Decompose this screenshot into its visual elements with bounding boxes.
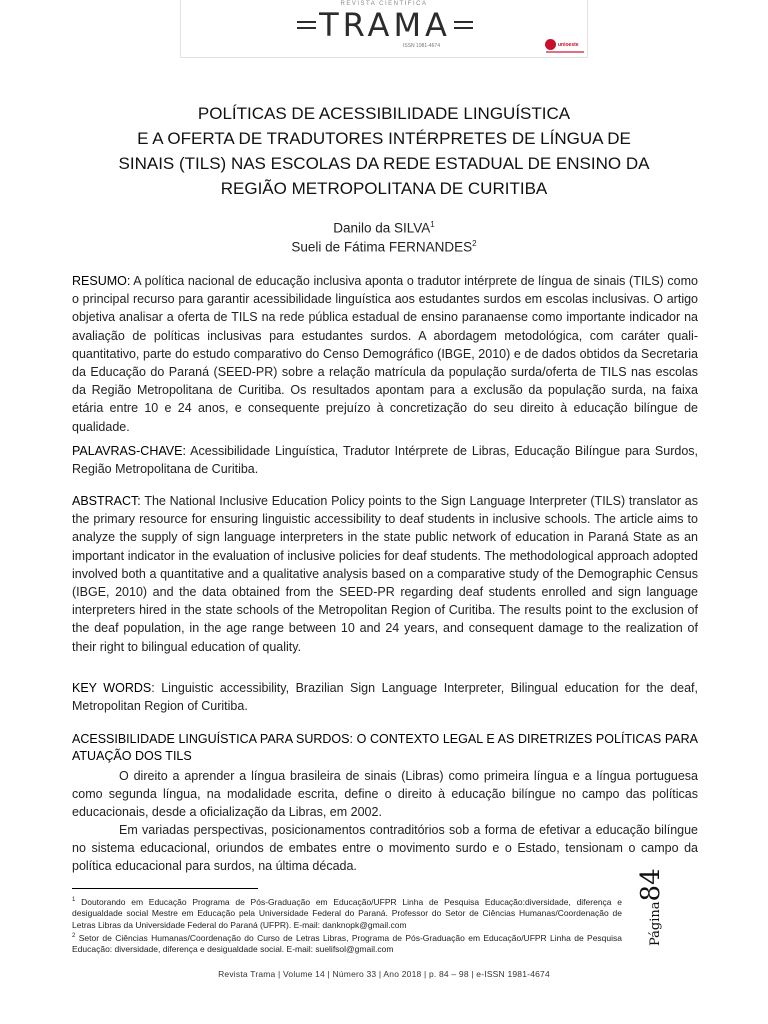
section-heading: ACESSIBILIDADE LINGUÍSTICA PARA SURDOS: O CONTEXTO LEGAL E AS DIRETRIZES POLÍTICAS PARA ATUAÇÃO DOS TILS <box>72 732 698 763</box>
footnote-mark: 1 <box>72 897 76 903</box>
journal-logo-text: TRAMA <box>319 6 451 44</box>
footnote-divider <box>72 888 258 889</box>
body-paragraph: O direito a aprender a língua brasileira de sinais (Libras) como primeira língua e a língua portuguesa como segunda língua, na modalidade escrita, define o direito à educação bilíngue no campo das políticas educacionais, desde a oficialização da Libras, em 2002. <box>72 769 698 820</box>
key-words-paragraph <box>72 679 698 715</box>
abstract-label: ABSTRACT: <box>72 494 141 508</box>
logo-bars-right <box>454 21 473 29</box>
publisher-logo-text: unioeste <box>558 42 579 48</box>
abstract-text: The National Inclusive Education Policy points to the Sign Language Interpreter (TILS) translator as the primary resource for ensuring linguistic accessibility to deaf students in inclusive schools. The article aims to analyze the supply of sign language interpreters in the state public network of education in Paraná State as an important indicator in the evaluation of inclusive policies for deaf students. The methodological approach adopted involved both a quantitative and a qualitative analysis based on a comparative study of the Demographic Census (IBGE, 2010) and the data obtained from the SEED-PR regarding deaf students enrolled and sign language interpreters hired in the state schools of the Metropolitan Region of Curitiba. The results point to the exclusion of the deaf population, in the age range between 10 and 24 years, and consequent damage to the realization of their right to bilingual education of quality. <box>72 494 698 654</box>
article-title-line: POLÍTICAS DE ACESSIBILIDADE LINGUÍSTICA <box>197 104 571 123</box>
resumo-paragraph <box>72 272 698 436</box>
logo-bars-left <box>297 21 316 29</box>
resumo-label: RESUMO: <box>72 274 131 288</box>
palavras-chave-paragraph <box>72 442 698 478</box>
author-footnote-mark: 2 <box>472 239 477 248</box>
page-word: Página <box>648 901 663 946</box>
key-words-text: : Linguistic accessibility, Brazilian Sign Language Interpreter, Bilingual education for the deaf, Metropolitan Region of Curitiba. <box>72 681 698 714</box>
palavras-chave-label: PALAVRAS-CHAVE: <box>72 444 186 458</box>
journal-logo <box>297 6 473 44</box>
author-name: Sueli de Fátima FERNANDES <box>291 239 473 255</box>
publisher-logo <box>545 39 585 55</box>
article-title-line: SINAIS (TILS) NAS ESCOLAS DA REDE ESTADUAL DE ENSINO DA <box>118 154 650 173</box>
author-footnote-mark: 1 <box>430 220 435 229</box>
footnote-2 <box>72 931 622 956</box>
journal-header <box>180 0 588 58</box>
key-words-label: KEY WORDS <box>72 681 152 695</box>
palavras-chave-text: Acessibilidade Linguística, Tradutor Intérprete de Libras, Educação Bilíngue para Surdos, Região Metropolitana de Curitiba. <box>72 444 698 477</box>
footnote-text: Doutorando em Educação Programa de Pós-Graduação em Educação/UFPR Linha de Pesquisa Educação:diversidade, diferença e desigualdade social Mestre em Educação pela Universidade Federal do Paraná. Professor do Setor de Ciências Humanas/Coordenação de Letras Libras da Universidade Federal do Paraná (UFPR). E-mail: danknopk@gmail.com <box>72 896 622 930</box>
footnote-text: Setor de Ciências Humanas/Coordenação do Curso de Letras Libras, Programa de Pós-Graduação em Educação/UFPR Linha de Pesquisa Educação: diversidade, diferença e desigualdade social. E-mail: suelifsol@gmail.com <box>72 932 622 955</box>
journal-issn: ISSN 1981-4674 <box>403 43 440 49</box>
publisher-logo-underline <box>546 51 584 53</box>
publisher-logo-mark <box>545 39 556 50</box>
author-2 <box>0 235 768 257</box>
resumo-text: A política nacional de educação inclusiva aponta o tradutor intérprete de língua de sinais (TILS) como o principal recurso para garantir acessibilidade linguística aos estudantes surdos em escolas inclusivas. O artigo objetiva analisar a oferta de TILS na rede pública estadual de ensino paranaense como importante indicador na avaliação de políticas inclusivas para estudantes surdos. A abordagem metodológica, com caráter quali-quantitativo, parte do estudo comparativo do Censo Demográfico (IBGE, 2010) e de dados obtidos da Secretaria da Educação do Paraná (SEED-PR) sobre a relação matrícula da população surda/oferta de TILS nas escolas da Região Metropolitana de Curitiba. Os resultados apontam para a exclusão da população surda, na faixa etária entre 10 e 24 anos, e consequente prejuízo à concretização do seu direito à educação bilíngue de qualidade. <box>72 274 698 434</box>
body-paragraph: Em variadas perspectivas, posicionamentos contraditórios sob a forma de efetivar a educação bilíngue no sistema educacional, oriundos de embates entre o movimento surdo e o Estado, tensionam o campo da política educacional para surdos, na última década. <box>72 823 698 874</box>
abstract-paragraph <box>72 492 698 656</box>
journal-kicker: REVISTA CIENTÍFICA <box>340 1 428 7</box>
page-number-label <box>636 868 722 960</box>
article-title-line: REGIÃO METROPOLITANA DE CURITIBA <box>220 179 548 198</box>
page-number-rotated <box>636 860 666 946</box>
page-number: 84 <box>636 868 666 902</box>
footnote-mark: 2 <box>72 933 76 939</box>
article-title-line: E A OFERTA DE TRADUTORES INTÉRPRETES DE LÍNGUA DE <box>137 129 631 148</box>
page-footer: Revista Trama | Volume 14 | Número 33 | Ano 2018 | p. 84 – 98 | e-ISSN 1981-4674 <box>218 969 550 979</box>
article-title <box>70 101 698 201</box>
author-name: Danilo da SILVA <box>333 220 431 236</box>
footnote-1 <box>72 895 622 931</box>
